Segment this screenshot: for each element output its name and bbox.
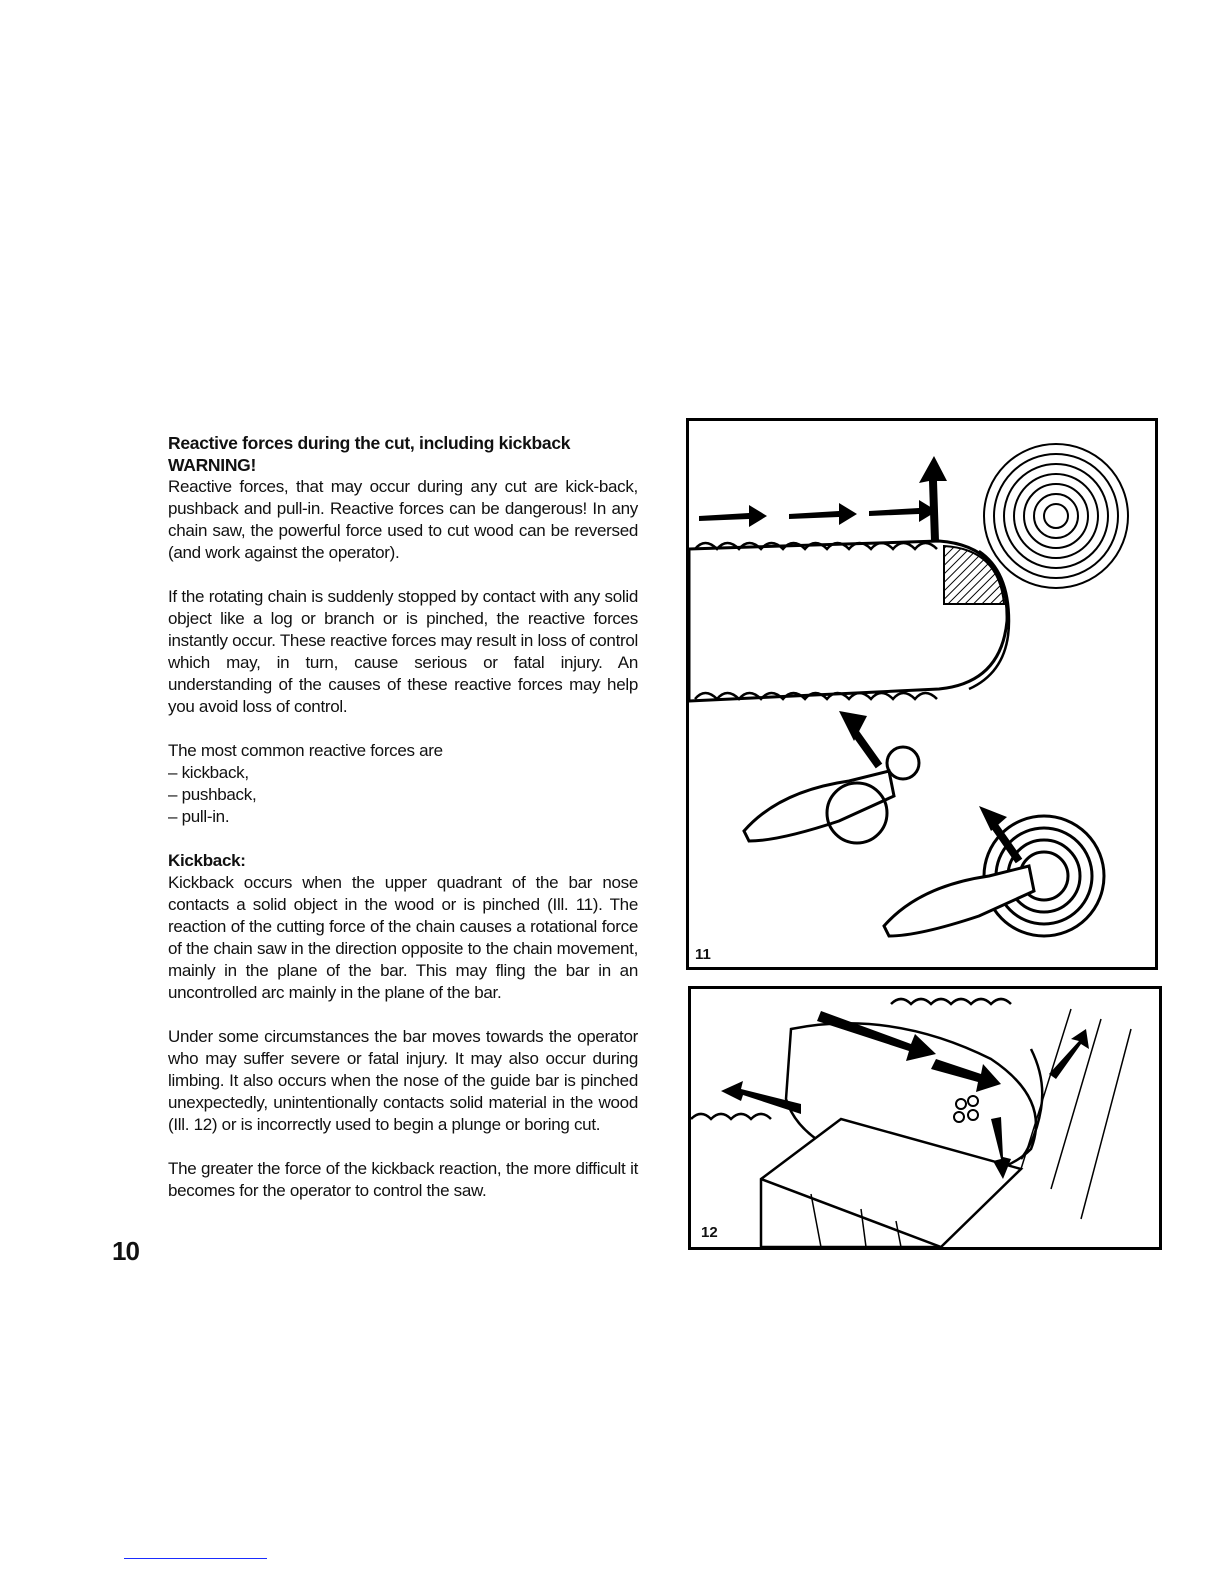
figure-11-label: 11: [695, 946, 711, 963]
figure-11: [686, 418, 1158, 970]
text-column: [168, 432, 638, 1202]
page-number: 10: [112, 1236, 139, 1266]
list-item: – kickback,: [168, 763, 249, 782]
figure-12-label: 12: [701, 1224, 718, 1241]
figure-12: [688, 986, 1162, 1250]
paragraph-circumstances: Under some circumstances the bar moves towards the operator who may suffer severe or fatal injury. It may also occur during limbing. It also occurs when the nose of the guide bar is pinched unexpectedly, unintentionally contacts solid material in the wood (Ill. 12) or is incorrectly used to begin a plunge or boring cut.: [168, 1027, 638, 1134]
paragraph-reactive-forces: Reactive forces, that may occur during any cut are kick-back, pushback and pull-in. Reactive forces can be dangerous! In any chain saw, the powerful force used to cut wood can be reversed (and work against the operator).: [168, 477, 638, 562]
list-item: – pushback,: [168, 785, 257, 804]
list-intro: The most common reactive forces are: [168, 741, 443, 760]
pinched-bar-nose-illustration-icon: [691, 989, 1159, 1247]
paragraph-kickback: Kickback occurs when the upper quadrant of the bar nose contacts a solid object in the wood or is pinched (Ill. 11). The reaction of the cutting force of the chain causes a rotational force of the chain saw in the direction opposite to the chain movement, mainly in the plane of the bar. This may fling the bar in an uncontrolled arc mainly in the plane of the bar.: [168, 873, 638, 1002]
kickback-heading: Kickback:: [168, 851, 246, 870]
kickback-log-illustration-icon: [689, 421, 1155, 967]
list-item: – pull-in.: [168, 807, 230, 826]
paragraph-rotating-chain: If the rotating chain is suddenly stopped by contact with any solid object like a log or branch or is pinched, the reactive forces instantly occur. These reactive forces may result in loss of control which may, in turn, cause serious or fatal injury. An understanding of the causes of these reactive forces may help you avoid loss of control.: [168, 587, 638, 716]
section-heading: Reactive forces during the cut, including kickback: [168, 433, 571, 453]
reactive-forces-list: [168, 762, 638, 828]
paragraph-greater-force: The greater the force of the kickback reaction, the more difficult it becomes for the operator to control the saw.: [168, 1159, 638, 1200]
warning-label: WARNING!: [168, 455, 257, 475]
footer-rule: [124, 1558, 267, 1559]
